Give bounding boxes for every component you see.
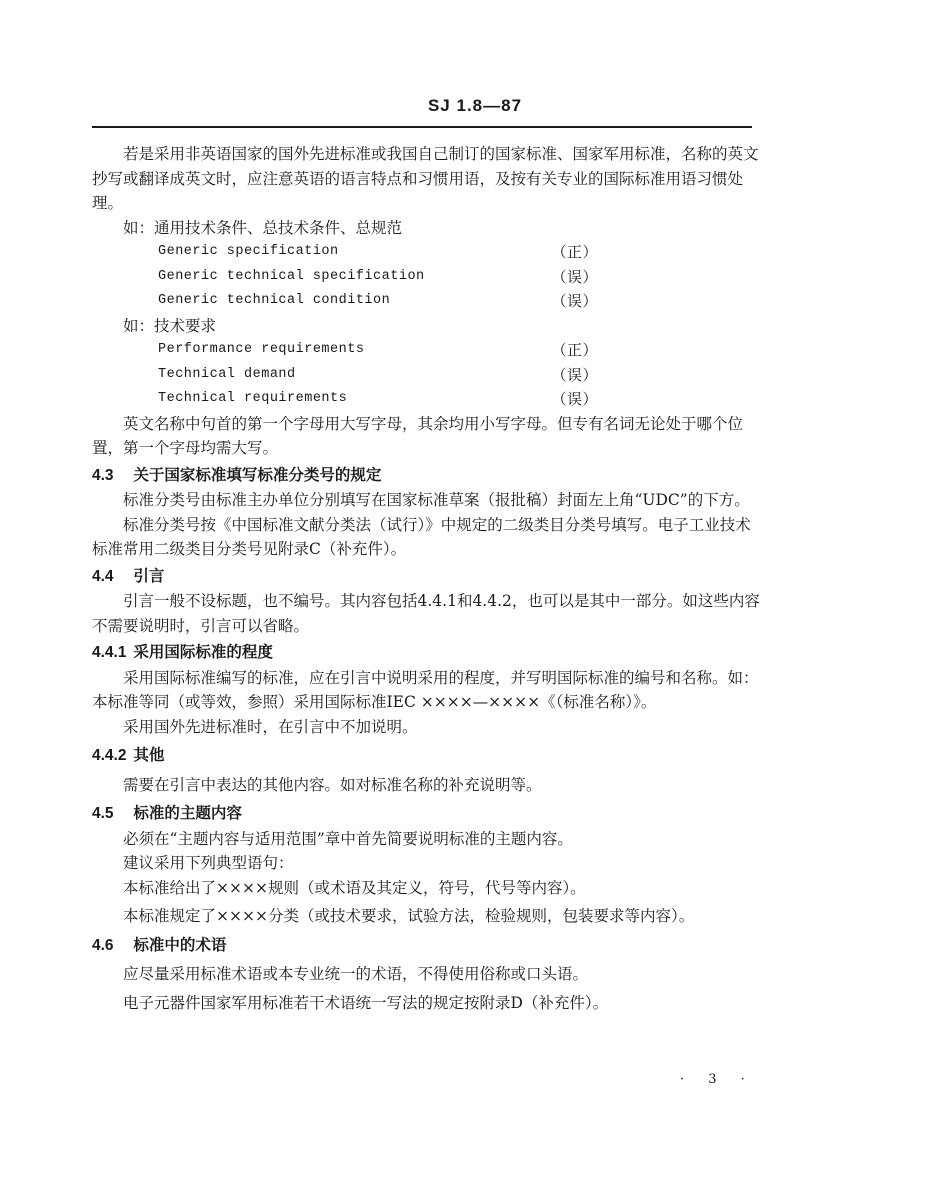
paragraph: 需要在引言中表达的其他内容。如对标准名称的补充说明等。 [123, 775, 542, 794]
section-title: 关于国家标准填写标准分类号的规定 [133, 464, 382, 484]
example-label-2: 如：技术要求 [123, 316, 217, 335]
paragraph: 本标准规定了××××分类（或技术要求，试验方法，检验规则，包装要求等内容）。 [123, 907, 695, 925]
verdict-tag: （误） [551, 292, 598, 310]
section-heading-4-3 [92, 463, 760, 489]
english-term: Technical requirements [158, 391, 348, 406]
verdict-tag: （正） [551, 341, 598, 359]
verdict-tag: （正） [551, 243, 598, 261]
example-row [92, 289, 598, 314]
paragraph-intro: 若是采用非英语国家的国外先进标准或我国自己制订的国家标准、国家军用标准，名称的英文抄写或翻译成英文时，应注意英语的语言特点和习惯用语，及按有关专业的国际标准用语习惯处理。 [92, 145, 759, 212]
paragraph: 标准分类号由标准主办单位分别填写在国家标准草案（报批稿）封面左上角“UDC”的下方。 [123, 491, 750, 509]
example-row [92, 240, 598, 265]
document-header: SJ 1.8—87 [427, 96, 523, 115]
section-heading-4-5 [92, 801, 760, 827]
paragraph: 必须在“主题内容与适用范围”章中首先简要说明标准的主题内容。 [123, 829, 573, 848]
section-heading-4-4-2 [92, 743, 760, 769]
section-heading-4-4 [92, 564, 760, 590]
section-title: 引言 [133, 565, 165, 585]
paragraph: 电子元器件国家军用标准若干术语统一写法的规定按附录D（补充件）。 [123, 993, 609, 1012]
section-number: 4.6 [92, 936, 114, 954]
section-title: 标准中的术语 [133, 934, 227, 954]
verdict-tag: （误） [551, 390, 598, 408]
paragraph-capitalization: 英文名称中句首的第一个字母用大写字母，其余均用小写字母。但专有名词无论处于哪个位置，第一个字母均需大写。 [92, 414, 744, 457]
example-row [92, 363, 598, 388]
paragraph: 采用国际标准编写的标准，应在引言中说明采用的程度，并写明国际标准的编号和名称。如：本标准等同（或等效，参照）采用国际标准IEC ××××—××××《（标准名称）》。 [92, 668, 759, 711]
page-number: · 3 · [680, 1072, 755, 1087]
english-term: Technical demand [158, 366, 296, 382]
section-title: 采用国际标准的程度 [133, 642, 273, 661]
verdict-tag: （误） [551, 267, 598, 286]
page-body [92, 142, 760, 1015]
paragraph: 本标准给出了××××规则（或术语及其定义，符号，代号等内容）。 [123, 878, 586, 897]
section-number: 4.5 [92, 805, 114, 822]
section-number: 4.4.2 [92, 747, 127, 764]
paragraph: 标准分类号按《中国标准文献分类法（试行）》中规定的二级类目分类号填写。电子工业技术标准常用二级类目分类号见附录C（补充件）。 [92, 515, 751, 558]
example-label-1: 如：通用技术条件、总技术条件、总规范 [123, 218, 403, 237]
example-row [92, 338, 598, 363]
english-term: Generic technical condition [158, 293, 391, 308]
header-rule [92, 126, 752, 128]
section-title: 标准的主题内容 [133, 803, 242, 822]
paragraph: 采用国外先进标准时，在引言中不加说明。 [123, 717, 418, 736]
section-heading-4-4-1 [92, 640, 760, 666]
section-number: 4.3 [92, 466, 114, 484]
english-term: Generic technical specification [158, 268, 425, 284]
section-number: 4.4 [92, 567, 114, 585]
section-heading-4-6 [92, 933, 760, 959]
paragraph: 应尽量采用标准术语或本专业统一的术语，不得使用俗称或口头语。 [123, 965, 589, 983]
english-term: Generic specification [158, 244, 339, 259]
example-row [92, 265, 598, 290]
section-title: 其他 [133, 745, 165, 764]
section-number: 4.4.1 [92, 644, 127, 661]
paragraph: 引言一般不设标题，也不编号。其内容包括4.4.1和4.4.2，也可以是其中一部分。如这些内容不需要说明时，引言可以省略。 [92, 592, 760, 635]
english-term: Performance requirements [158, 342, 365, 357]
example-row [92, 387, 598, 412]
paragraph: 建议采用下列典型语句： [123, 854, 294, 872]
verdict-tag: （误） [551, 365, 598, 384]
